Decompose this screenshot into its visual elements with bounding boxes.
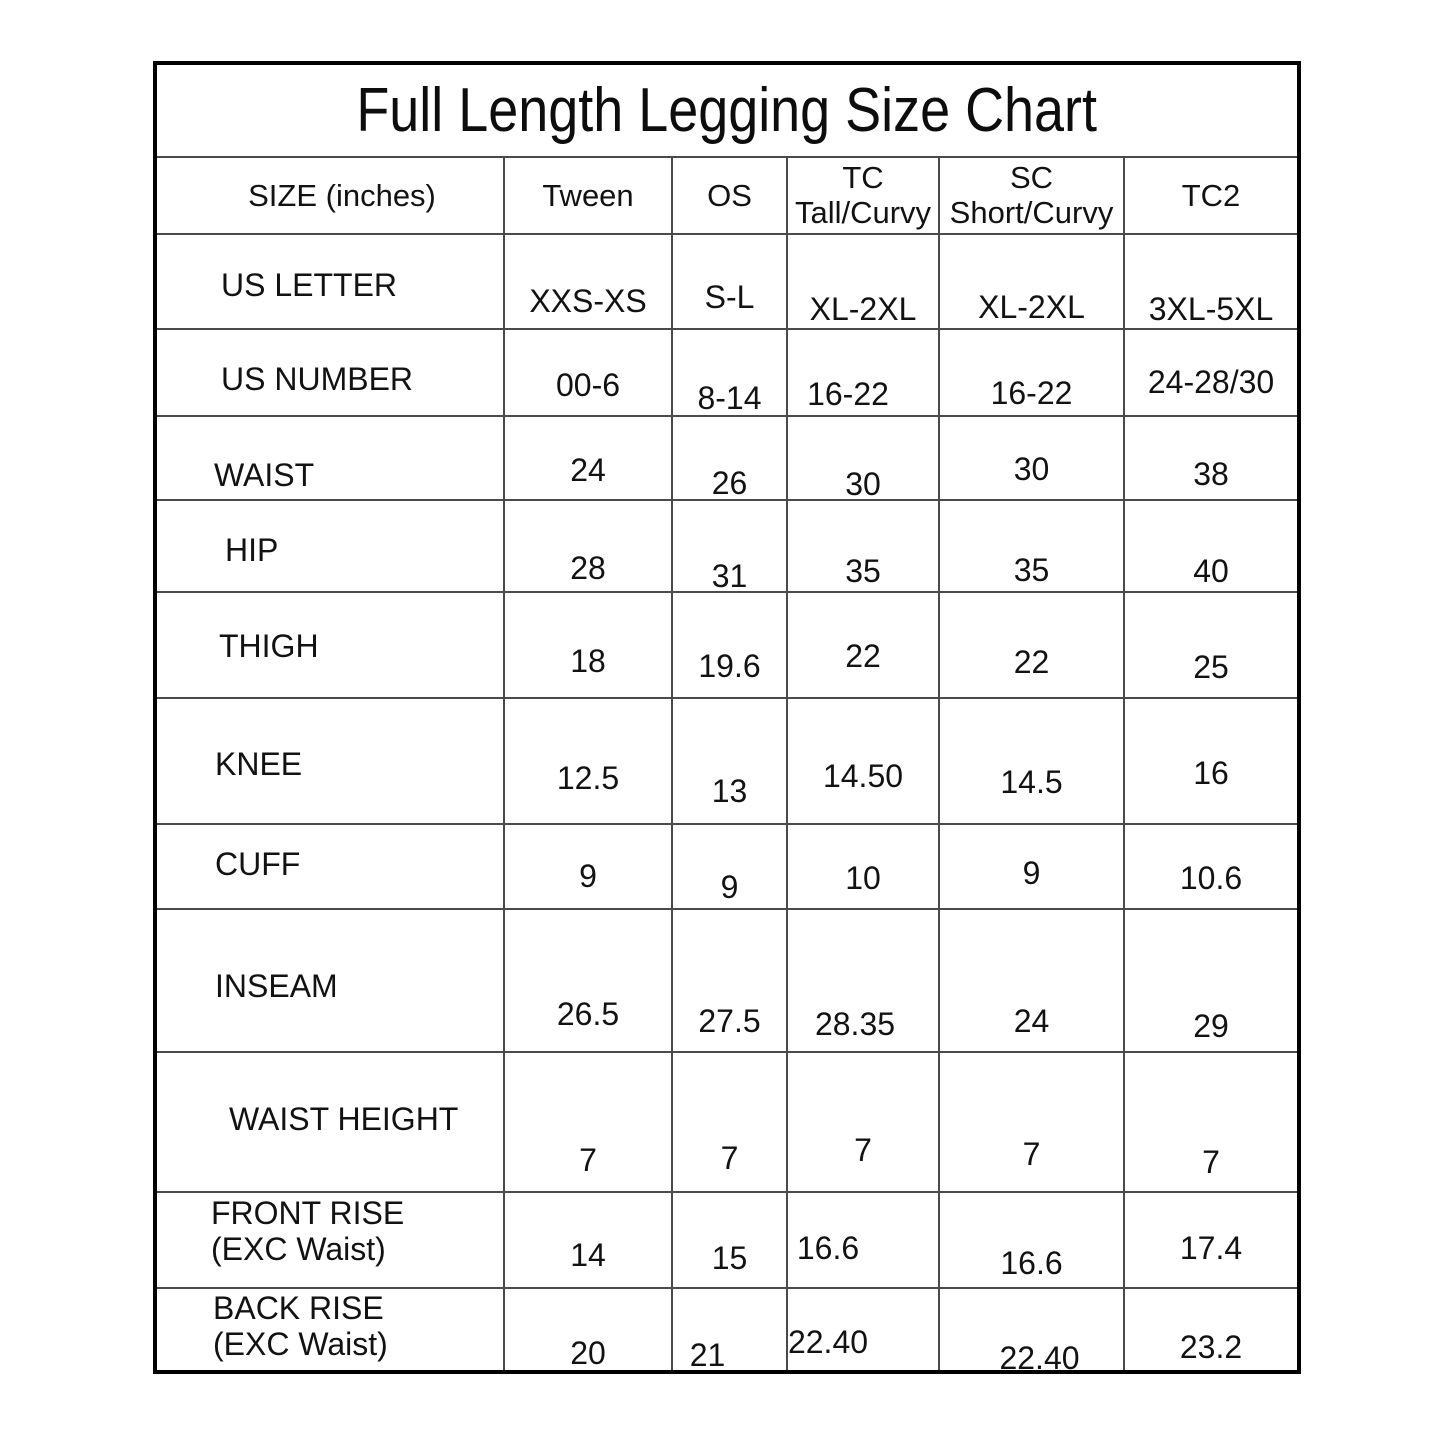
cell-value: 27.5 [698, 1003, 761, 1039]
cell-value: 10.6 [1179, 860, 1243, 896]
cell-value: 00-6 [555, 367, 621, 403]
table-cell [939, 416, 1124, 500]
cell-value: 10 [845, 860, 881, 896]
cell-value: 31 [711, 557, 748, 594]
cell-value: 9 [720, 869, 739, 905]
header-line1: TC [842, 159, 884, 195]
table-cell [504, 1288, 672, 1372]
row-waist [155, 416, 1299, 500]
table-cell [939, 1288, 1124, 1376]
row-hip [155, 500, 1299, 592]
row-label-line1: FRONT RISE [211, 1195, 405, 1232]
header-line1: Tween [542, 177, 634, 213]
table-cell [672, 1052, 787, 1192]
row-thigh [155, 592, 1299, 698]
cell-value: 30 [1013, 450, 1050, 487]
table-cell [787, 416, 939, 500]
cell-value: 22.40 [999, 1340, 1080, 1376]
table-cell [672, 824, 787, 909]
cell-value: 13 [711, 772, 748, 809]
table-cell [672, 1192, 787, 1288]
table-cell [939, 329, 1124, 416]
row-label [157, 969, 503, 1005]
row-label-line1: INSEAM [215, 967, 338, 1004]
row-label-line2: (EXC Waist) [211, 1231, 386, 1267]
cell-value: 16 [1193, 754, 1229, 791]
table-cell [504, 824, 672, 909]
cell-value: 23.2 [1179, 1329, 1243, 1365]
cell-value: 40 [1193, 552, 1229, 589]
row-label [157, 629, 503, 665]
cell-value: 7 [720, 1139, 739, 1176]
cell-value: 8-14 [697, 380, 762, 416]
table-cell [504, 909, 672, 1052]
row-label-line2: (EXC Waist) [213, 1325, 388, 1362]
column-header-os [672, 157, 787, 234]
column-header-tc2 [1124, 157, 1299, 234]
row-us-letter [155, 234, 1299, 329]
row-label-cell [155, 824, 504, 909]
column-header-text [950, 160, 1114, 230]
table-cell [1124, 329, 1299, 416]
table-cell [939, 234, 1124, 329]
row-knee [155, 698, 1299, 824]
cell-value: 7 [1022, 1135, 1041, 1172]
row-label [157, 268, 503, 304]
table-cell [504, 416, 672, 500]
table-cell [504, 698, 672, 824]
table-cell [939, 698, 1124, 824]
row-label-line1: KNEE [215, 746, 303, 783]
table-cell [1124, 416, 1299, 500]
cell-value: XL-2XL [978, 289, 1085, 325]
header-line1: TC2 [1181, 177, 1241, 213]
cell-value: XL-2XL [809, 291, 917, 327]
row-label-line1: CUFF [215, 845, 301, 882]
header-line2: Tall/Curvy [794, 195, 932, 230]
row-label [157, 847, 503, 883]
row-label-line1: WAIST HEIGHT [229, 1101, 459, 1138]
cell-value: 29 [1193, 1008, 1229, 1044]
cell-value: 17.4 [1179, 1229, 1243, 1266]
column-header-sc [939, 157, 1124, 234]
title-cell [155, 63, 1299, 157]
table-cell [672, 698, 787, 824]
cell-value: 14.5 [1000, 763, 1063, 800]
table-cell [672, 500, 787, 592]
row-waist-height [155, 1052, 1299, 1192]
cell-value: 7 [579, 1141, 597, 1178]
size-chart-table [153, 61, 1301, 1374]
table-cell [787, 1288, 939, 1372]
cell-value: 14.50 [822, 757, 904, 794]
table-cell [939, 592, 1124, 698]
table-cell [787, 500, 939, 592]
table-cell [1124, 1052, 1299, 1192]
header-line2: Short/Curvy [949, 195, 1114, 230]
row-label-cell [155, 1052, 504, 1192]
row-cuff [155, 824, 1299, 909]
cell-value: 20 [570, 1335, 606, 1371]
column-header-text [1182, 178, 1241, 213]
table-cell [939, 909, 1124, 1052]
table-cell [939, 824, 1124, 909]
row-inseam [155, 909, 1299, 1052]
table-cell [672, 1288, 787, 1372]
row-label-cell [155, 592, 504, 698]
header-line1: SC [1009, 159, 1054, 195]
table-cell [1124, 824, 1299, 909]
column-header-text [542, 178, 633, 213]
table-cell [787, 592, 939, 698]
table-cell [787, 234, 939, 329]
table-cell [1124, 909, 1299, 1052]
row-label-cell [155, 500, 504, 592]
cell-value: 28 [570, 549, 606, 586]
row-label-line1: US NUMBER [221, 360, 414, 397]
cell-value: 35 [1013, 551, 1050, 588]
column-header-text [707, 178, 752, 213]
row-label-cell [155, 416, 504, 500]
row-label-line1: BACK RISE [213, 1289, 384, 1326]
table-cell [672, 592, 787, 698]
cell-value: 30 [845, 465, 881, 502]
table-cell [939, 1192, 1124, 1288]
cell-value: XXS-XS [529, 283, 647, 319]
row-label [157, 1102, 503, 1138]
row-label-cell [155, 909, 504, 1052]
cell-value: 26 [711, 464, 748, 501]
table-cell [1124, 234, 1299, 329]
cell-value: 18 [570, 642, 606, 679]
cell-value: 15 [711, 1239, 748, 1276]
row-label-line1: WAIST [214, 457, 315, 494]
cell-value: 26.5 [556, 996, 620, 1032]
table-cell [504, 592, 672, 698]
header-line1: SIZE (inches) [248, 177, 436, 213]
table-cell [787, 909, 939, 1052]
cell-value: 24-28/30 [1147, 364, 1275, 400]
table-cell [787, 329, 939, 416]
cell-value: 9 [1022, 855, 1041, 891]
row-label-cell [155, 234, 504, 329]
row-label-cell [155, 1288, 504, 1372]
table-cell [1124, 698, 1299, 824]
table-cell [504, 329, 672, 416]
cell-value: 24 [1013, 1003, 1050, 1039]
table-cell [1124, 592, 1299, 698]
row-label-line1: HIP [225, 532, 279, 569]
cell-value: S-L [704, 279, 755, 315]
table-cell [1124, 500, 1299, 592]
column-header-tween [504, 157, 672, 234]
cell-value: 22 [845, 637, 881, 674]
table-cell [1124, 1288, 1299, 1372]
header-line1: OS [707, 177, 752, 213]
cell-value: 25 [1193, 648, 1229, 685]
table-cell [672, 234, 787, 329]
row-label-cell [155, 329, 504, 416]
cell-value: 38 [1193, 455, 1229, 492]
column-header-text [795, 160, 931, 230]
table-cell [672, 416, 787, 500]
chart-title: Full Length Legging Size Chart [356, 76, 1098, 145]
cell-value: 35 [845, 552, 881, 589]
table-cell [504, 500, 672, 592]
column-header-text [248, 178, 436, 213]
title-row [155, 63, 1299, 157]
row-back-rise [155, 1288, 1299, 1372]
row-label [157, 533, 503, 569]
table-cell [504, 234, 672, 329]
table-cell [504, 1192, 672, 1288]
row-label [157, 362, 503, 398]
table-cell [787, 824, 939, 909]
table-cell [672, 329, 787, 416]
table-cell [787, 1192, 939, 1288]
cell-value: 24 [570, 451, 606, 488]
cell-value: 16-22 [990, 375, 1073, 411]
cell-value: 16.6 [1000, 1244, 1063, 1281]
row-label [157, 458, 503, 494]
cell-value: 22 [1013, 643, 1050, 680]
cell-value: 16.6 [796, 1229, 860, 1266]
row-label-line1: THIGH [219, 628, 319, 665]
cell-value: 28.35 [814, 1006, 896, 1042]
column-header-tc [787, 157, 939, 234]
cell-value: 22.40 [787, 1324, 869, 1360]
cell-value: 16-22 [807, 376, 889, 412]
table-cell [939, 1052, 1124, 1192]
cell-value: 21 [689, 1337, 726, 1373]
table-cell [672, 909, 787, 1052]
row-label [157, 1291, 503, 1363]
cell-value: 7 [854, 1131, 872, 1168]
table-cell [787, 1052, 939, 1192]
cell-value: 19.6 [698, 647, 761, 684]
table-cell [939, 500, 1124, 592]
row-label [157, 747, 503, 783]
row-label-cell [155, 698, 504, 824]
column-header-size [155, 157, 504, 234]
row-label [157, 1196, 503, 1268]
cell-value: 9 [579, 858, 597, 894]
cell-value: 3XL-5XL [1148, 291, 1274, 327]
table-cell [787, 698, 939, 824]
row-label-line1: US LETTER [221, 266, 398, 303]
row-us-number [155, 329, 1299, 416]
row-label-cell [155, 1192, 504, 1288]
table-cell [504, 1052, 672, 1192]
header-row [155, 157, 1299, 234]
row-front-rise [155, 1192, 1299, 1288]
table-cell [1124, 1192, 1299, 1288]
cell-value: 7 [1202, 1143, 1220, 1180]
cell-value: 12.5 [556, 759, 620, 796]
cell-value: 14 [570, 1236, 606, 1273]
